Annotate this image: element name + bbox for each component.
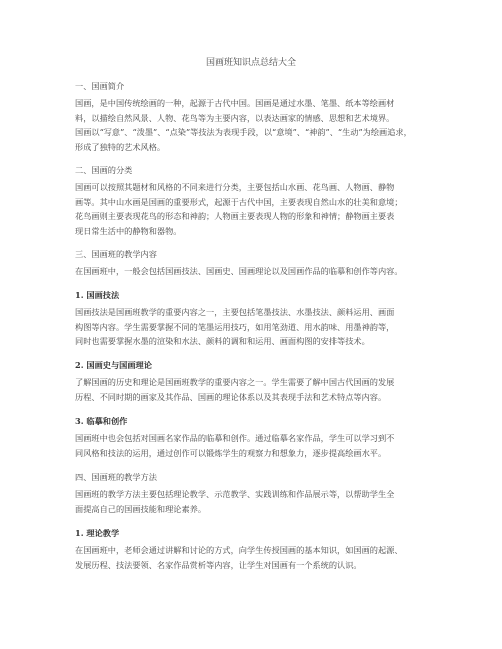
paragraph-line: 历程、不同时期的画家及其作品、国画的理论体系以及其表现手法和艺术特点等内容。 (75, 391, 387, 402)
paragraph (75, 264, 435, 279)
paragraph (75, 180, 435, 238)
paragraph-line: 面提高自己的国画技能和理论素养。 (75, 503, 207, 514)
paragraph-line: 国画以“写意”、“泼墨”、“点染”等技法为表现手段，以“意境”、“神韵”、“生动”为绘画追求， (75, 127, 412, 137)
subsection-heading: 1. 国画技法 (75, 290, 120, 300)
paragraph (75, 487, 435, 516)
paragraph-line: 构图等内容。学生需要掌握不同的笔墨运用技巧，如用笔劲道、用水韵味、用墨神韵等， (75, 321, 395, 332)
subsection-heading: 2. 国画史与国画理论 (75, 360, 152, 370)
paragraph (75, 96, 435, 154)
subsection-heading: 1. 理论教学 (75, 528, 120, 538)
paragraph-line: 国画班中也会包括对国画名家作品的临摹和创作。通过临摹名家作品，学生可以学习到不 (75, 433, 395, 443)
paragraph-line: 国画技法是国画班教学的重要内容之一，主要包括笔墨技法、水墨技法、颜料运用、画面 (75, 307, 395, 317)
paragraph-line: 在国画班中，一般会包括国画技法、国画史、国画理论以及国画作品的临摹和创作等内容。 (75, 266, 403, 276)
paragraph (75, 431, 435, 460)
paragraph-line: 画等。其中山水画是国画的重要形式，起源于古代中国，主要表现自然山水的壮美和意境； (75, 196, 403, 207)
section-heading: 一、国画简介 (75, 81, 125, 91)
section-heading: 二、国画的分类 (75, 165, 133, 175)
paragraph-line: 花鸟画则主要表现花鸟的形态和神韵；人物画主要表现人物的形象和神情；静物画主要表 (75, 211, 395, 221)
paragraph-line: 同风格和技法的运用，通过创作可以锻炼学生的观察力和想象力，逐步提高绘画水平。 (75, 447, 387, 458)
paragraph-line: 国画可以按照其题材和风格的不同来进行分类，主要包括山水画、花鸟画、人物画、静物 (75, 182, 395, 192)
section-heading: 三、国画班的教学内容 (75, 249, 157, 259)
paragraph (75, 305, 435, 349)
paragraph (75, 543, 435, 572)
document-title: 国画班知识点总结大全 (205, 58, 296, 68)
paragraph-line: 同时也需要掌握水墨的渲染和水法、颜料的调和和运用、画面构图的安排等技术。 (75, 336, 370, 346)
paragraph-line: 国画班的教学方法主要包括理论教学、示范教学、实践训练和作品展示等，以帮助学生全 (75, 489, 395, 499)
paragraph-line: 国画，是中国传统绘画的一种，起源于古代中国。国画是通过水墨、笔墨、纸本等绘画材 (75, 98, 395, 108)
paragraph-line: 形成了独特的艺术风格。 (75, 141, 166, 152)
paragraph-line: 料，以描绘自然风景、人物、花鸟等为主要内容，以表达画家的情感、思想和艺术境界。 (75, 112, 395, 123)
paragraph-line: 发展历程、技法要领、名家作品赏析等内容，让学生对国画有一个系统的认识。 (75, 559, 362, 570)
paragraph (75, 375, 435, 404)
paragraph-line: 在国画班中，老师会通过讲解和讨论的方式，向学生传授国画的基本知识，如国画的起源、 (75, 545, 403, 555)
section-heading: 四、国画班的教学方法 (75, 472, 157, 482)
paragraph-line: 了解国画的历史和理论是国画班教学的重要内容之一。学生需要了解中国古代国画的发展 (75, 377, 395, 387)
subsection-heading: 3. 临摹和创作 (75, 416, 128, 426)
paragraph-line: 现日常生活中的静物和器物。 (75, 225, 182, 236)
